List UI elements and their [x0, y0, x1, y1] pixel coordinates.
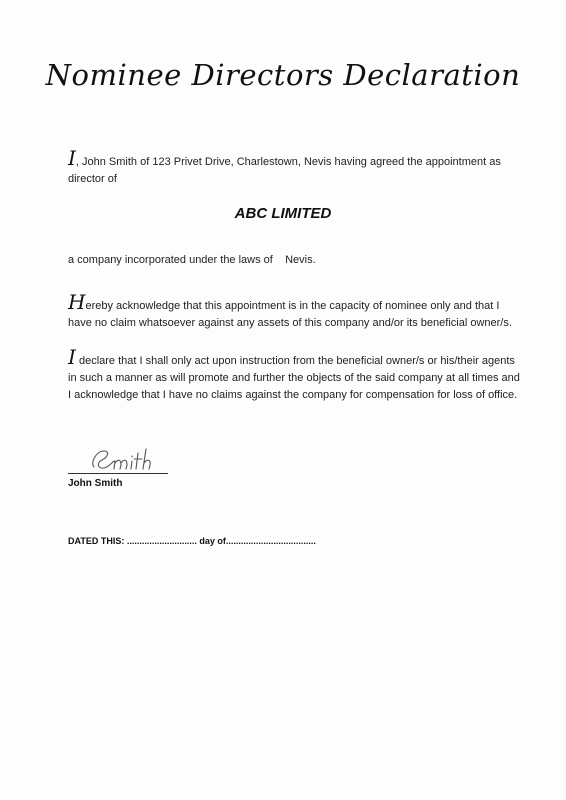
paragraph-initial: I	[68, 345, 76, 369]
paragraph-text: , John Smith of 123 Privet Drive, Charlestown, Nevis having agreed the appointment as director of	[68, 156, 501, 185]
dated-line	[68, 536, 316, 546]
signatory-name: John Smith	[68, 478, 123, 489]
dated-dots-day: ............................	[124, 536, 200, 546]
handwritten-signature	[88, 445, 158, 475]
day-label: day of	[199, 536, 226, 546]
incorporation-text: a company incorporated under the laws of	[68, 254, 273, 266]
incorporation-line	[68, 252, 523, 269]
paragraph-initial: I	[68, 146, 76, 170]
acknowledgement-paragraph	[68, 290, 523, 332]
paragraph-text: declare that I shall only act upon instruction from the beneficial owner/s or his/their agents in such a manner as will promote and further the objects of the said company at all times and I acknowledge that I have no claims against the company for compensation for loss of office.	[68, 355, 520, 401]
jurisdiction: Nevis.	[285, 254, 316, 266]
instruction-paragraph	[68, 345, 523, 404]
dated-label: DATED THIS:	[68, 536, 125, 546]
signature-line	[68, 473, 168, 474]
paragraph-initial: H	[68, 290, 86, 314]
paragraph-text: ereby acknowledge that this appointment is in the capacity of nominee only and that I have no claim whatsoever against any assets of this company and/or its beneficial owner/s.	[68, 300, 512, 329]
dated-dots-month: ....................................	[225, 536, 316, 546]
document-title: Nominee Directors Declaration	[45, 58, 521, 92]
declarant-paragraph	[68, 146, 523, 188]
company-name: ABC LIMITED	[234, 205, 332, 222]
